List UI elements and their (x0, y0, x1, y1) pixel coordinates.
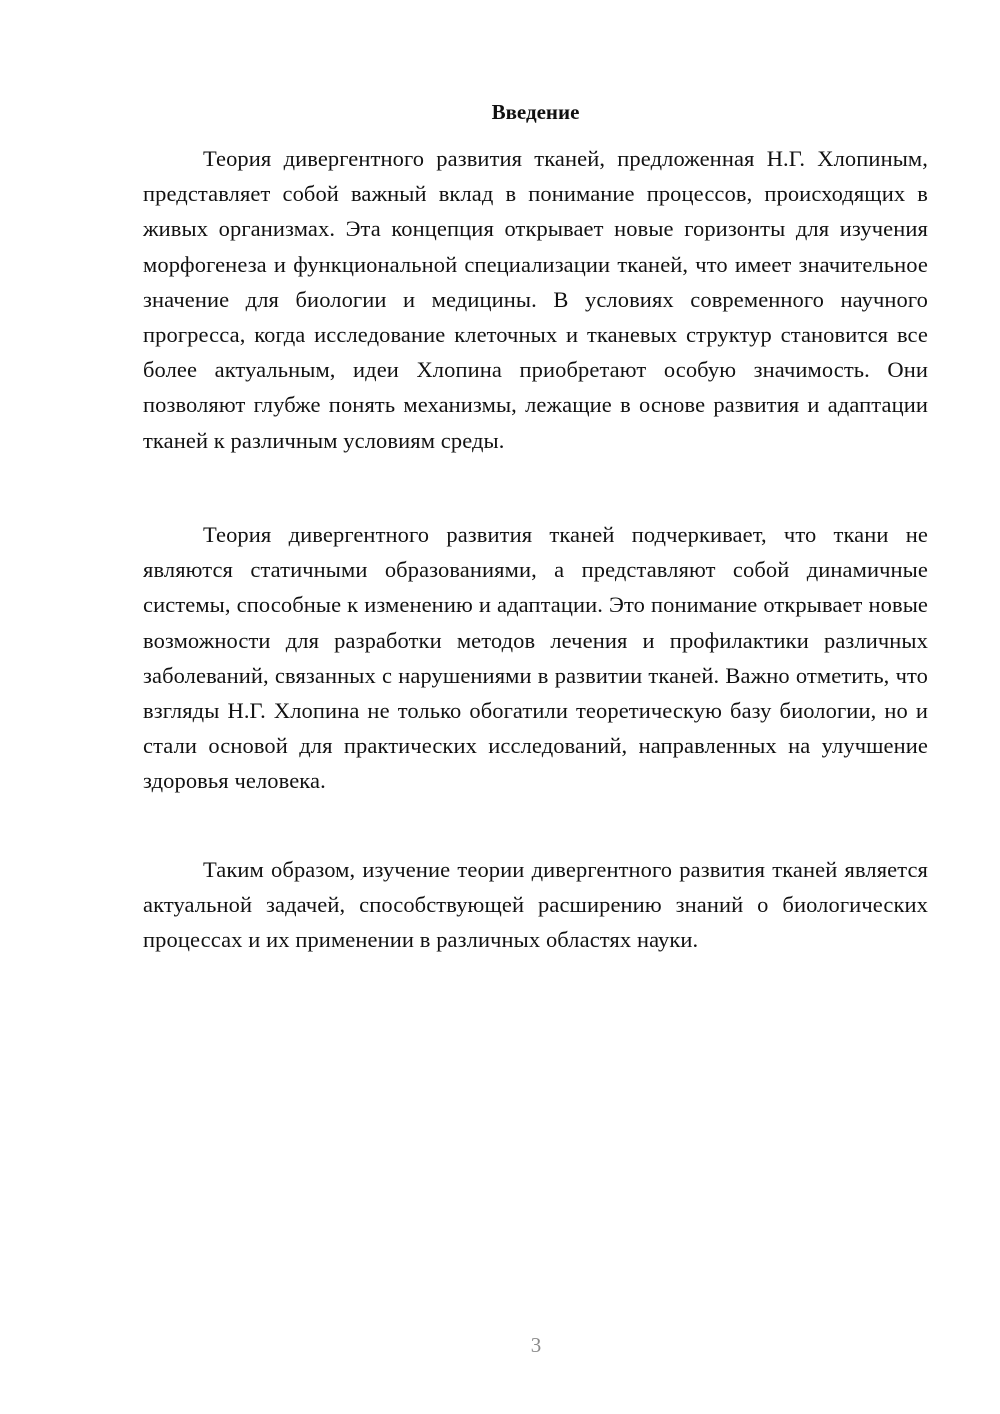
page-number: 3 (530, 1333, 542, 1357)
paragraph-2: Теория дивергентного развития тканей подчеркивает, что ткани не являются статичными образованиями, а представляют собой динамичные системы, способные к изменению и адаптации. Это понимание открывает новые возможности для разработки методов лечения и профилактики различных заболеваний, связанных с нарушениями в развитии тканей. Важно отметить, что взгляды Н.Г. Хлопина не только обогатили теоретическую базу биологии, но и стали основой для практических исследований, направленных на улучшение здоровья человека. (143, 522, 928, 794)
page-title: Введение (491, 100, 580, 124)
paragraph-1: Теория дивергентного развития тканей, предложенная Н.Г. Хлопиным, представляет собой важный вклад в понимание процессов, происходящих в живых организмах. Эта концепция открывает новые горизонты для изучения морфогенеза и функциональной специализации тканей, что имеет значительное значение для биологии и медицины. В условиях современного научного прогресса, когда исследование клеточных и тканевых структур становится все более актуальным, идеи Хлопина приобретают особую значимость. Они позволяют глубже понять механизмы, лежащие в основе развития и адаптации тканей к различным условиям среды. (143, 146, 928, 453)
paragraph-3: Таким образом, изучение теории дивергентного развития тканей является актуальной задачей, способствующей расширению знаний о биологических процессах и их применении в различных областях науки. (143, 857, 928, 953)
